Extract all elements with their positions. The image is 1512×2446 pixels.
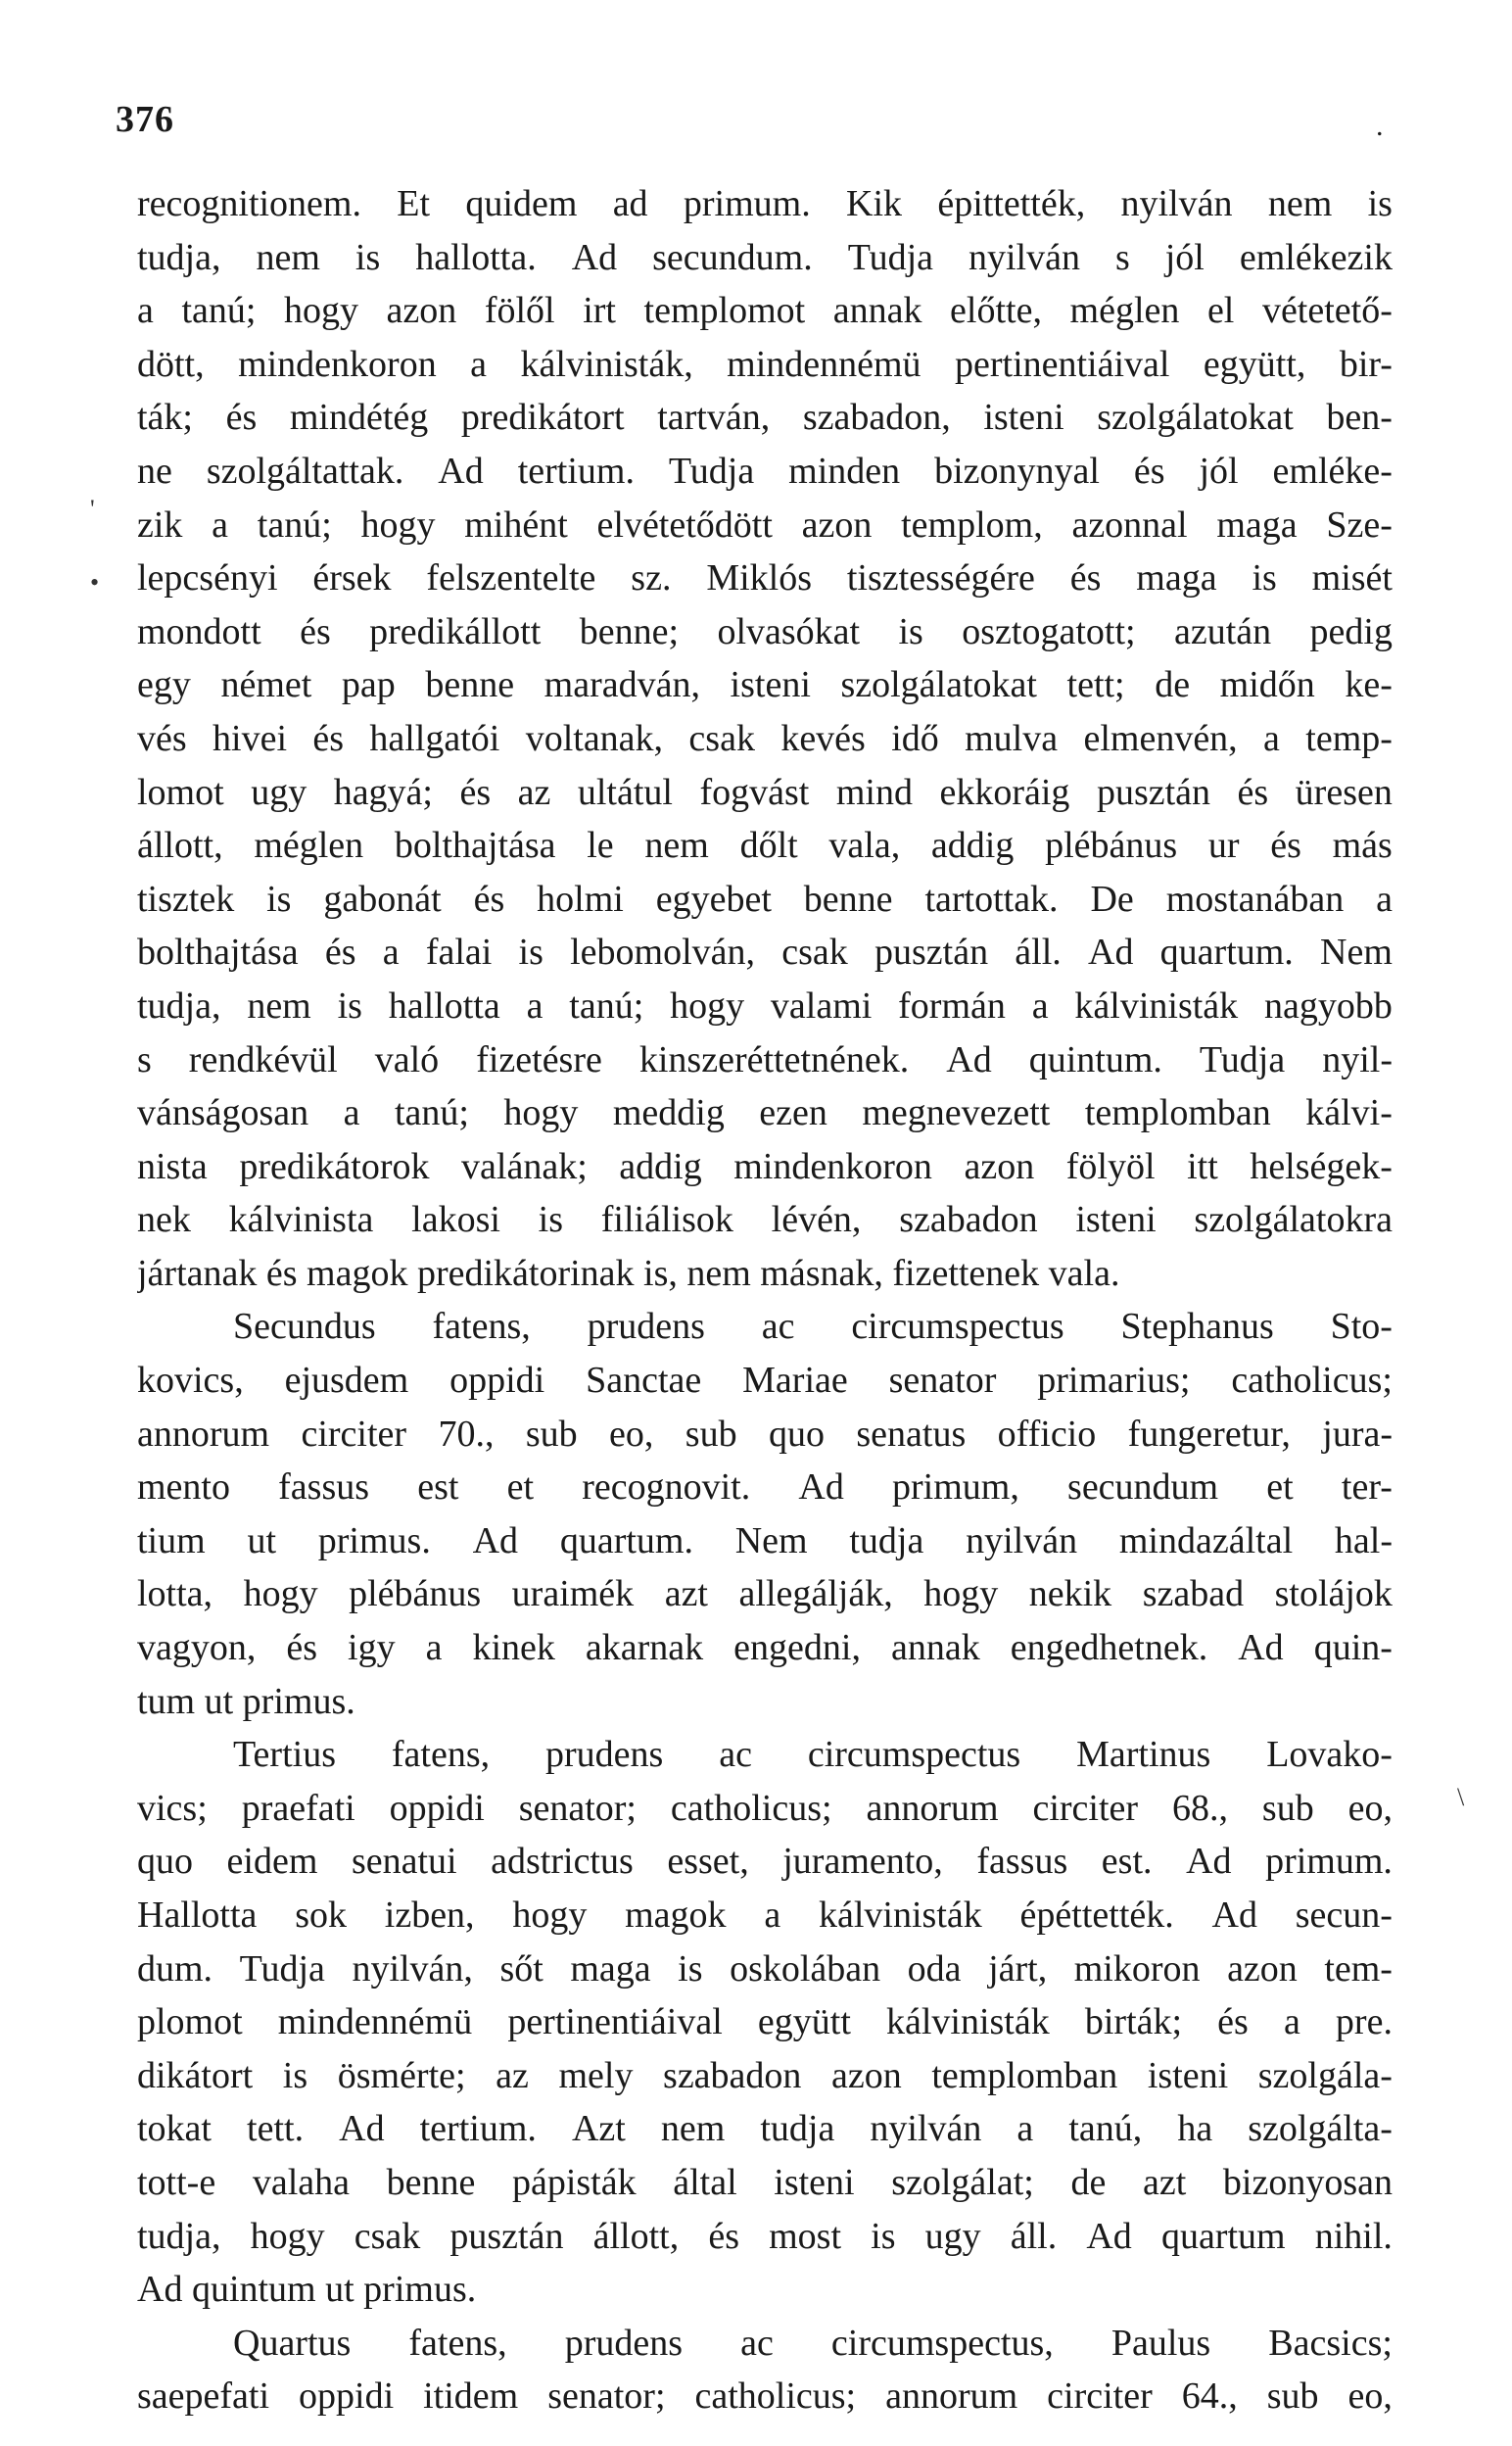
text-line: vics; praefati oppidi senator; catholicus; annorum circiter 68., sub eo, [137, 1787, 1393, 1829]
text-line: Quartus fatens, prudens ac circumspectus, Paulus Bacsics; [233, 2322, 1393, 2364]
text-line: recognitionem. Et quidem ad primum. Kik épittették, nyilván nem is [137, 183, 1393, 224]
text-line: kovics, ejusdem oppidi Sanctae Mariae senator primarius; catholicus; [137, 1360, 1393, 1402]
text-line: mento fassus est et recognovit. Ad primum, secundum et ter- [137, 1466, 1393, 1509]
text-line: dum. Tudja nyilván, sőt maga is oskolában oda járt, mikoron azon tem- [137, 1947, 1393, 1990]
text-line: lomot ugy hagyá; és az ultátul fogvást mind ekkoráig pusztán és üresen [137, 771, 1393, 813]
text-line: dikátort is ösmérte; az mely szabadon azon templomban isteni szolgála- [137, 2054, 1393, 2096]
text-line: tokat tett. Ad tertium. Azt nem tudja nyilván a tanú, ha szolgálta- [137, 2108, 1393, 2150]
stray-mark-left: ' [90, 495, 95, 523]
text-line: annorum circiter 70., sub eo, sub quo senatus officio fungeretur, jura- [137, 1413, 1393, 1455]
text-line: tum ut primus. [137, 1680, 355, 1722]
text-line: tudja, nem is hallotta a tanú; hogy valami formán a kálvinisták nagyobb [137, 984, 1393, 1027]
text-line: tisztek is gabonát és holmi egyebet benne tartottak. De mostanában a [137, 878, 1393, 920]
text-line: mondott és predikállott benne; olvasókat is osztogatott; azután pedig [137, 610, 1393, 652]
text-line: s rendkévül való fizetésre kinszeréttetnének. Ad quintum. Tudja nyil- [137, 1038, 1393, 1080]
text-line: vagyon, és igy a kinek akarnak engedni, annak engedhetnek. Ad quin- [137, 1627, 1393, 1669]
text-line: a tanú; hogy azon fölől irt templomot annak előtte, méglen el vétetető- [137, 290, 1393, 332]
text-line: nista predikátorok valának; addig mindenkoron azon fölyöl itt helségek- [137, 1145, 1393, 1187]
stray-mark-bullet: • [90, 568, 100, 597]
text-line: ne szolgáltattak. Ad tertium. Tudja minden bizonynyal és jól emléke- [137, 450, 1393, 492]
text-line: ták; és mindétég predikátort tartván, szabadon, isteni szolgálatokat ben- [137, 397, 1393, 439]
text-line: egy német pap benne maradván, isteni szolgálatokat tett; de midőn ke- [137, 664, 1393, 706]
text-line: tott-e valaha benne pápisták által isteni szolgálat; de azt bizonyosan [137, 2161, 1393, 2203]
text-line: Ad quintum ut primus. [137, 2269, 477, 2311]
text-line: vés hivei és hallgatói voltanak, csak kevés idő mulva elmenvén, a temp- [137, 717, 1393, 759]
body-text [137, 177, 1393, 2423]
text-line: bolthajtása és a falai is lebomolván, csak pusztán áll. Ad quartum. Nem [137, 932, 1393, 974]
header-dot: . [1376, 110, 1384, 142]
text-line: plomot mindennémü pertinentiáival együtt kálvinisták birták; és a pre. [137, 2001, 1393, 2043]
page-number: 376 [116, 99, 174, 140]
text-line: állott, méglen bolthajtása le nem dőlt vala, addig plébánus ur és más [137, 825, 1393, 867]
text-line: saepefati oppidi itidem senator; catholicus; annorum circiter 64., sub eo, [137, 2375, 1393, 2418]
text-line: Hallotta sok izben, hogy magok a kálvinisták épéttették. Ad secun- [137, 1894, 1393, 1936]
text-line: quo eidem senatui adstrictus esset, juramento, fassus est. Ad primum. [137, 1841, 1393, 1883]
text-line: Tertius fatens, prudens ac circumspectus Martinus Lovako- [233, 1734, 1393, 1776]
text-line: nek kálvinista lakosi is filiálisok lévén, szabadon isteni szolgálatokra [137, 1199, 1393, 1241]
text-line: tium ut primus. Ad quartum. Nem tudja nyilván mindazáltal hal- [137, 1519, 1393, 1561]
text-line: lotta, hogy plébánus uraimék azt allegálják, hogy nekik szabad stolájok [137, 1573, 1393, 1615]
text-line: Secundus fatens, prudens ac circumspectus Stephanus Sto- [233, 1306, 1393, 1348]
text-line: lepcsényi érsek felszentelte sz. Miklós tisztességére és maga is misét [137, 557, 1393, 600]
text-line: vánságosan a tanú; hogy meddig ezen megnevezett templomban kálvi- [137, 1092, 1393, 1134]
stray-mark-right: \ [1457, 1783, 1465, 1811]
text-line: dött, mindenkoron a kálvinisták, mindennémü pertinentiáival együtt, bir- [137, 343, 1393, 385]
text-line: jártanak és magok predikátorinak is, nem másnak, fizettenek vala. [137, 1252, 1120, 1294]
text-line: tudja, hogy csak pusztán állott, és most is ugy áll. Ad quartum nihil. [137, 2215, 1393, 2257]
text-line: zik a tanú; hogy mihént elvétetődött azon templom, azonnal maga Sze- [137, 504, 1393, 546]
text-line: tudja, nem is hallotta. Ad secundum. Tudja nyilván s jól emlékezik [137, 236, 1393, 278]
